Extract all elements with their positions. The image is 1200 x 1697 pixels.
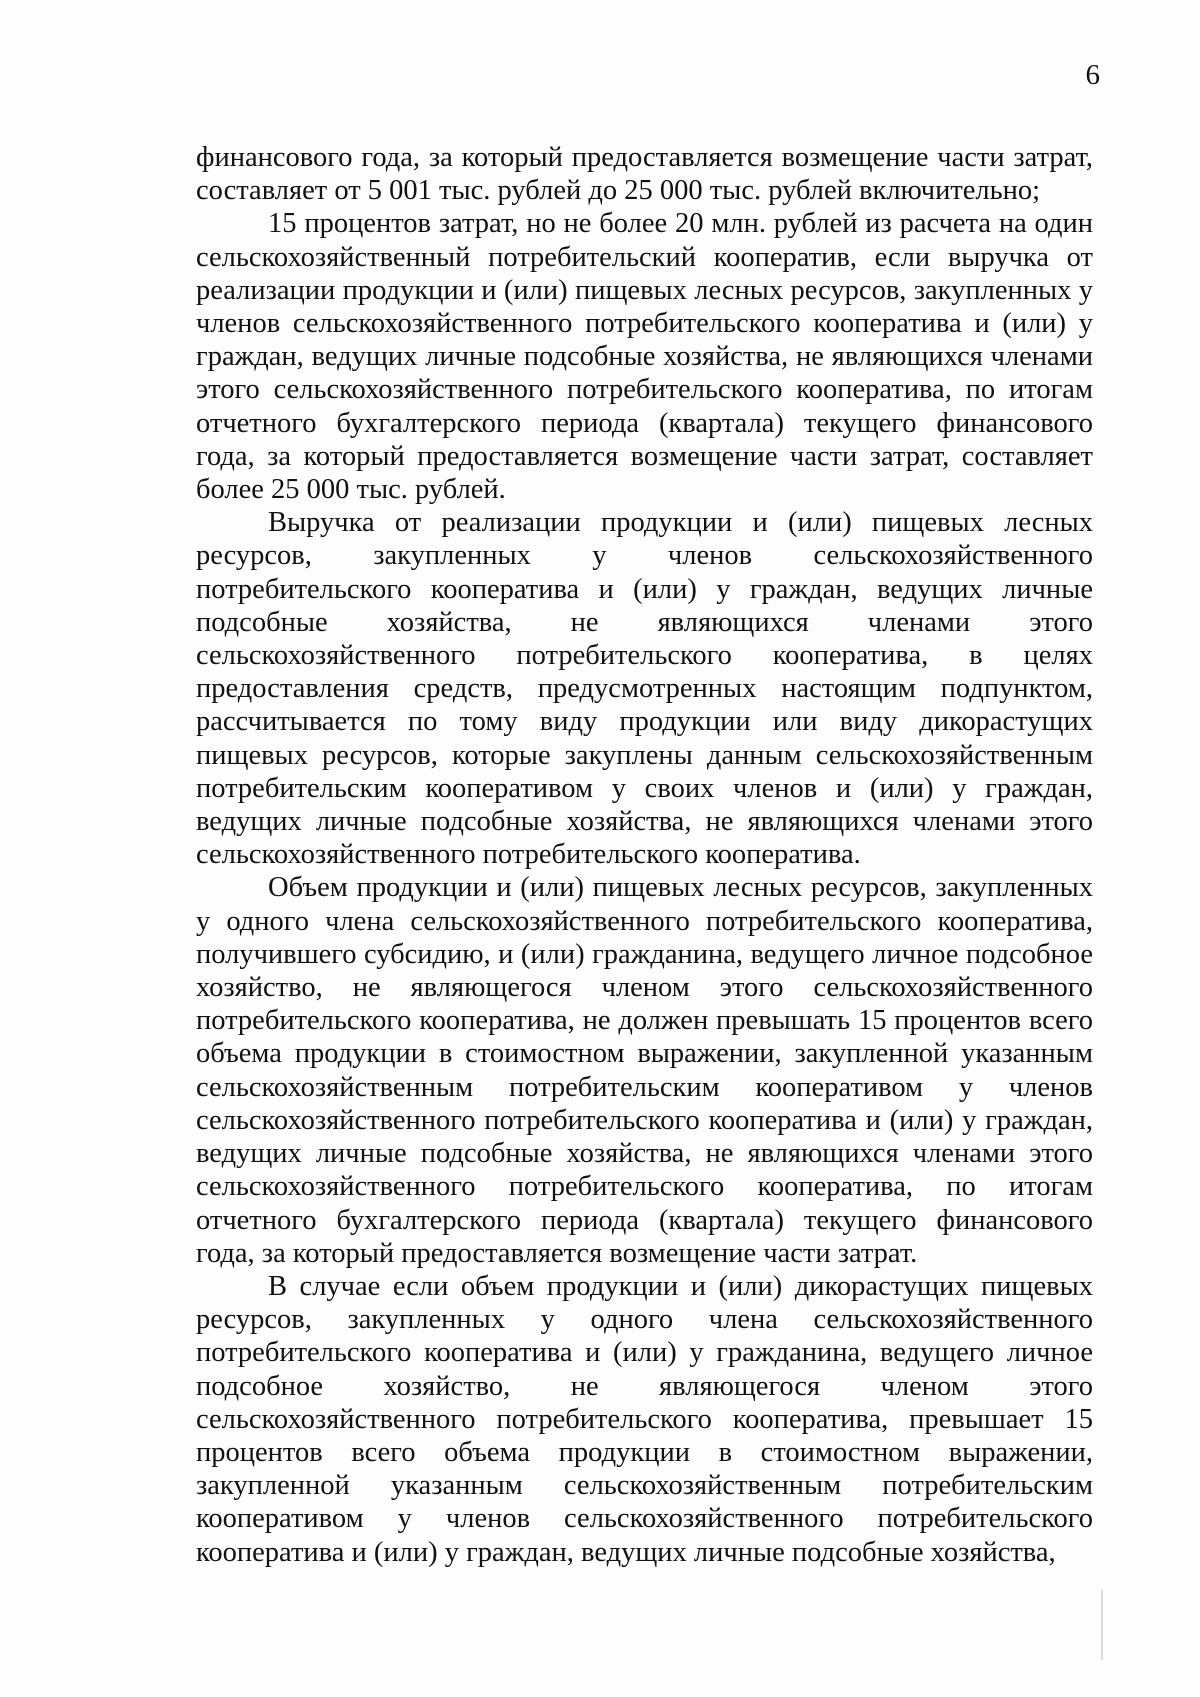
paragraph-continuation: финансового года, за который предоставляется возмещение части затрат, составляет от 5 001 тыс. рублей до 25 000 тыс. рублей включительно; [196,142,1093,207]
paragraph-exceed-case: В случае если объем продукции и (или) дикорастущих пищевых ресурсов, закупленных у одного члена сельскохозяйственного потребительского кооператива и (или) у гражданина, ведущего личное подсобное хозяйство, не являющегося членом этого сельскохозяйственного потребительского кооператива, превышает 15 процентов всего объема продукции в стоимостном выражении, закупленной указанным сельскохозяйственным потребительским кооперативом у членов сельскохозяйственного потребительского кооператива и (или) у граждан, ведущих личные подсобные хозяйства, [196,1270,1093,1568]
paragraph-15-percent: 15 процентов затрат, но не более 20 млн. рублей из расчета на один сельскохозяйственный потребительский кооператив, если выручка от реализации продукции и (или) пищевых лесных ресурсов, закупленных у членов сельскохозяйственного потребительского кооператива и (или) у граждан, ведущих личные подсобные хозяйства, не являющихся членами этого сельскохозяйственного потребительского кооператива, по итогам отчетного бухгалтерского периода (квартала) текущего финансового года, за который предоставляется возмещение части затрат, составляет более 25 000 тыс. рублей. [196,208,1093,506]
paragraph-volume-limit: Объем продукции и (или) пищевых лесных ресурсов, закупленных у одного члена сельскохозяйственного потребительского кооператива, получившего субсидию, и (или) гражданина, ведущего личное подсобное хозяйство, не являющегося членом этого сельскохозяйственного потребительского кооператива, не должен превышать 15 процентов всего объема продукции в стоимостном выражении, закупленной указанным сельскохозяйственным потребительским кооперативом у членов сельскохозяйственного потребительского кооператива и (или) у граждан, ведущих личные подсобные хозяйства, не являющихся членами этого сельскохозяйственного потребительского кооператива, по итогам отчетного бухгалтерского периода (квартала) текущего финансового года, за который предоставляется возмещение части затрат. [196,872,1093,1269]
scan-edge-mark [1101,1590,1103,1660]
page-number: 6 [1085,59,1100,91]
document-body [196,141,1093,1569]
paragraph-revenue: Выручка от реализации продукции и (или) пищевых лесных ресурсов, закупленных у членов сельскохозяйственного потребительского кооператива и (или) у граждан, ведущих личные подсобные хозяйства, не являющихся членами этого сельскохозяйственного потребительского кооператива, в целях предоставления средств, предусмотренных настоящим подпунктом, рассчитывается по тому виду продукции или виду дикорастущих пищевых ресурсов, которые закуплены данным сельскохозяйственным потребительским кооперативом у своих членов и (или) у граждан, ведущих личные подсобные хозяйства, не являющихся членами этого сельскохозяйственного потребительского кооператива. [196,507,1093,871]
